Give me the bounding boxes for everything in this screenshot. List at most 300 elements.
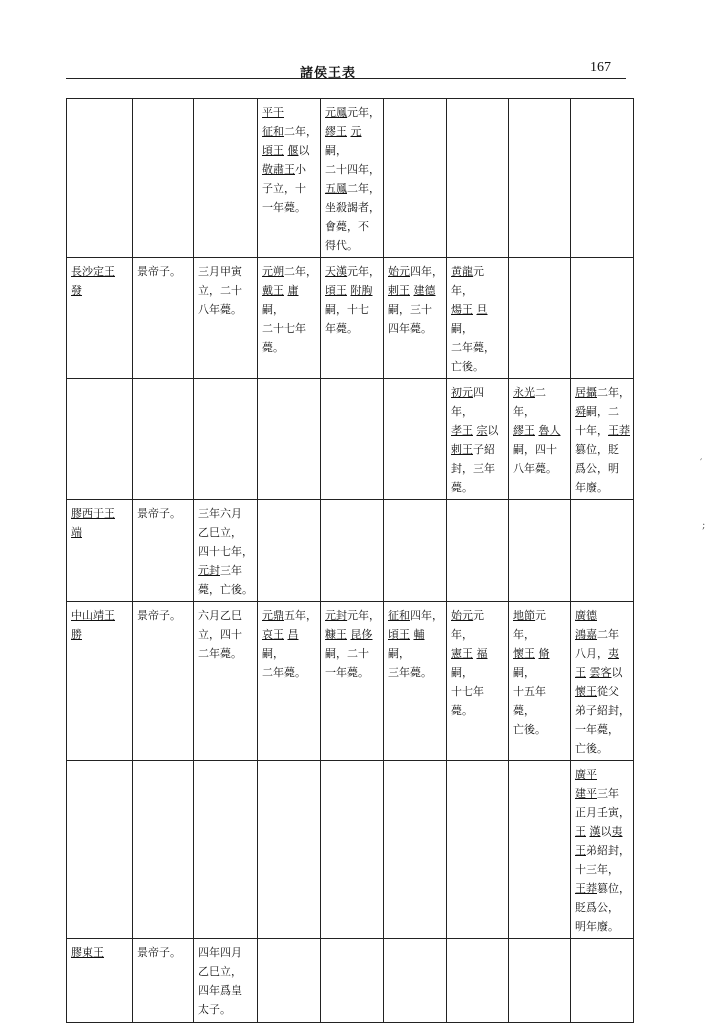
proper-name-text: 糠王 (325, 628, 347, 641)
cell-text: 嗣，十七 (325, 303, 369, 316)
cell-line (575, 803, 630, 822)
table-cell (133, 939, 194, 1023)
table-cell (321, 761, 384, 939)
proper-name-text: 元鳳 (325, 106, 347, 119)
cell-text: 嗣， (262, 303, 284, 316)
cell-text: 嗣，三十 (388, 303, 432, 316)
cell-text: 四年， (410, 265, 443, 278)
cell-line (137, 262, 190, 281)
cell-text: 元年， (451, 265, 484, 297)
proper-name-text: 懷王 (575, 685, 597, 698)
table-cell (447, 500, 509, 602)
cell-line (262, 338, 317, 357)
proper-name-text: 居攝 (575, 386, 597, 399)
cell-text: 嗣， (388, 647, 410, 660)
cell-text: 嗣，二十 (325, 647, 369, 660)
cell-text: 嗣， (325, 144, 347, 157)
cell-line (325, 103, 380, 122)
cell-text: 一年薨。 (325, 666, 369, 679)
proper-name-text: 庸 (287, 284, 299, 297)
cell-text: 二年 (597, 628, 619, 641)
proper-name-text: 中山靖王 (71, 609, 115, 622)
cell-line (262, 663, 317, 682)
cell-line (451, 300, 505, 338)
cell-text: 爲公，明 (575, 462, 619, 475)
cell-text: 四十七年， (198, 545, 253, 558)
table-cell (258, 500, 321, 602)
page-number: 167 (590, 60, 611, 75)
cell-line (575, 917, 630, 936)
cell-line (575, 682, 630, 701)
cell-line (575, 860, 630, 879)
table-cell (509, 99, 571, 258)
cell-line (513, 720, 567, 739)
proper-name-text: 頃王 (388, 628, 410, 641)
table-cell (194, 258, 258, 379)
cell-text: 嗣，二 (586, 405, 619, 418)
cell-text: 貶爲公， (575, 901, 619, 914)
table-cell (67, 761, 133, 939)
proper-name-text: 征和 (262, 125, 284, 138)
table-cell (447, 939, 509, 1023)
cell-line (325, 606, 380, 625)
proper-name-text: 始元 (388, 265, 410, 278)
cell-line (575, 440, 630, 459)
cell-line (513, 421, 567, 440)
cell-text: 景帝子。 (137, 946, 181, 959)
cell-line (325, 122, 380, 160)
cell-line (262, 606, 317, 625)
cell-line (325, 262, 380, 281)
cell-text: 嗣， (513, 666, 535, 679)
cell-line (575, 841, 630, 860)
cell-text: 亡後。 (451, 360, 484, 373)
cell-line (262, 262, 317, 281)
proper-name-text: 膠西于王 (71, 507, 115, 520)
cell-text: 二年， (347, 182, 380, 195)
cell-line (575, 478, 630, 497)
table-cell (447, 761, 509, 939)
cell-text: 嗣， (262, 647, 284, 660)
cell-line (198, 561, 254, 580)
proper-name-text: 元鼎 (262, 609, 284, 622)
table-cell (133, 379, 194, 500)
cell-text: 以 (298, 144, 310, 157)
proper-name-text: 元封 (198, 564, 220, 577)
cell-text: 薨。 (262, 341, 284, 354)
cell-line (513, 606, 567, 644)
cell-line (198, 1000, 254, 1019)
proper-name-text: 王 (575, 844, 586, 857)
table-cell (384, 99, 447, 258)
cell-line (198, 580, 254, 599)
cell-line (325, 644, 380, 663)
proper-name-text: 平干 (262, 106, 284, 119)
cell-text: 以 (611, 666, 623, 679)
proper-name-text: 始元 (451, 609, 473, 622)
table-cell (258, 939, 321, 1023)
cell-line (262, 141, 317, 160)
table-cell (571, 379, 634, 500)
cell-line (198, 606, 254, 625)
cell-text: 元年， (513, 609, 546, 641)
cell-line (388, 319, 443, 338)
table-cell (258, 602, 321, 761)
cell-line (71, 262, 129, 281)
cell-line (451, 383, 505, 421)
cell-line (262, 103, 317, 122)
proper-name-text: 懷王 (513, 647, 535, 660)
proper-name-text: 廣德 (575, 609, 597, 622)
cell-text: 亡後。 (575, 742, 608, 755)
table-row (67, 761, 634, 939)
table-row (67, 939, 634, 1023)
cell-line (198, 300, 254, 319)
cell-line (575, 720, 630, 739)
proper-name-text: 舜 (575, 405, 586, 418)
cell-line (513, 440, 567, 459)
cell-line (198, 625, 254, 644)
cell-text: 亡後。 (513, 723, 546, 736)
table-cell (571, 939, 634, 1023)
cell-line (137, 606, 190, 625)
cell-text: 以 (487, 424, 499, 437)
cell-line (451, 421, 505, 440)
cell-line (262, 179, 317, 198)
proper-name-text: 初元 (451, 386, 473, 399)
cell-text: 景帝子。 (137, 507, 181, 520)
cell-line (325, 663, 380, 682)
cell-text: 太子。 (198, 1003, 231, 1016)
cell-text: 年廢。 (575, 481, 608, 494)
cell-line (575, 383, 630, 402)
proper-name-text: 元 (350, 125, 362, 138)
cell-line (513, 459, 567, 478)
proper-name-text: 永光 (513, 386, 535, 399)
cell-text: 二年薨。 (198, 647, 242, 660)
table-cell (258, 258, 321, 379)
proper-name-text: 端 (71, 526, 82, 539)
proper-name-text: 偃 (287, 144, 299, 157)
proper-name-text: 宗 (476, 424, 488, 437)
cell-line (198, 542, 254, 561)
cell-text: 正月壬寅， (575, 806, 630, 819)
cell-line (451, 459, 505, 478)
cell-line (198, 281, 254, 300)
proper-name-text: 王 (575, 666, 586, 679)
cell-text: 立，二十 (198, 284, 242, 297)
table-cell (133, 500, 194, 602)
table-row (67, 602, 634, 761)
cell-line (388, 663, 443, 682)
cell-text: 二十七年 (262, 322, 306, 335)
cell-text: 二年， (597, 386, 630, 399)
cell-line (325, 281, 380, 300)
table-cell (384, 500, 447, 602)
cell-line (262, 160, 317, 179)
proper-name-text: 戴王 (262, 284, 284, 297)
proper-name-text: 漢 (589, 825, 601, 838)
cell-text: 嗣，四十 (513, 443, 557, 456)
table-cell (321, 500, 384, 602)
table-cell (67, 379, 133, 500)
cell-line (451, 440, 505, 459)
proper-name-text: 孝王 (451, 424, 473, 437)
table-cell (571, 761, 634, 939)
cell-line (262, 319, 317, 338)
cell-text: 篡位， (597, 882, 630, 895)
table-cell (133, 602, 194, 761)
cell-text: 二年， (284, 265, 317, 278)
proper-name-text: 天漢 (325, 265, 347, 278)
cell-line (575, 421, 630, 440)
cell-line (575, 701, 630, 720)
cell-text: 元年， (451, 609, 484, 641)
cell-text: 二年， (284, 125, 317, 138)
cell-text: 子紹 (473, 443, 495, 456)
cell-text: 弟紹封， (586, 844, 630, 857)
table-cell (321, 99, 384, 258)
proper-name-text: 脩 (538, 647, 550, 660)
cell-line (388, 300, 443, 319)
cell-line (198, 981, 254, 1000)
table-cell (384, 379, 447, 500)
cell-text: 八年薨。 (513, 462, 557, 475)
table-cell (133, 99, 194, 258)
table-cell (447, 258, 509, 379)
table-cell (194, 939, 258, 1023)
proper-name-text: 征和 (388, 609, 410, 622)
cell-text: 三年六月 (198, 507, 242, 520)
proper-name-text: 夷 (608, 647, 619, 660)
cell-line (71, 504, 129, 523)
cell-line (71, 943, 129, 962)
proper-name-text: 輔 (413, 628, 425, 641)
cell-text: 從父 (597, 685, 619, 698)
cell-line (575, 606, 630, 625)
cell-text: 薨。 (451, 481, 473, 494)
cell-line (137, 943, 190, 962)
table-cell (509, 761, 571, 939)
cell-line (198, 262, 254, 281)
cell-line (198, 943, 254, 962)
cell-line (513, 383, 567, 421)
cell-line (71, 625, 129, 644)
table-cell (194, 602, 258, 761)
proper-name-text: 哀王 (262, 628, 284, 641)
proper-name-text: 建平 (575, 787, 597, 800)
cell-line (575, 739, 630, 758)
cell-line (575, 879, 630, 898)
proper-name-text: 王 (575, 825, 586, 838)
kings-table (66, 98, 634, 1023)
cell-text: 三年 (220, 564, 242, 577)
proper-name-text: 剌王 (388, 284, 410, 297)
table-cell (321, 258, 384, 379)
header-rule (66, 78, 626, 79)
cell-text: 十年， (575, 424, 608, 437)
table-cell (571, 99, 634, 258)
table-cell (509, 258, 571, 379)
cell-text: 乙巳立， (198, 965, 242, 978)
table-cell (571, 602, 634, 761)
cell-text: 嗣， (451, 322, 473, 335)
cell-text: 四年， (451, 386, 484, 418)
table-cell (321, 939, 384, 1023)
proper-name-text: 夷 (611, 825, 623, 838)
cell-line (513, 682, 567, 720)
cell-line (262, 281, 317, 319)
proper-name-text: 剌王 (451, 443, 473, 456)
cell-text: 篡位，貶 (575, 443, 619, 456)
table-cell (67, 939, 133, 1023)
proper-name-text: 建德 (413, 284, 436, 297)
proper-name-text: 煬王 (451, 303, 473, 316)
proper-name-text: 鴻嘉 (575, 628, 597, 641)
cell-line (575, 625, 630, 644)
cell-line (575, 459, 630, 478)
proper-name-text: 繆王 (325, 125, 347, 138)
table-cell (509, 379, 571, 500)
proper-name-text: 元封 (325, 609, 347, 622)
table-cell (447, 379, 509, 500)
proper-name-text: 王莽 (575, 882, 597, 895)
cell-text: 薨，亡後。 (198, 583, 253, 596)
proper-name-text: 膠東王 (71, 946, 104, 959)
table-cell (384, 939, 447, 1023)
cell-line (198, 962, 254, 981)
cell-text: 明年廢。 (575, 920, 619, 933)
cell-line (325, 160, 380, 179)
proper-name-text: 昌 (287, 628, 299, 641)
proper-name-text: 魯人 (538, 424, 561, 437)
table-cell (194, 99, 258, 258)
proper-name-text: 敬肅王 (262, 163, 295, 176)
proper-name-text: 昆侈 (350, 628, 373, 641)
cell-line (198, 504, 254, 523)
cell-text: 三年薨。 (388, 666, 432, 679)
cell-line (513, 644, 567, 682)
cell-line (262, 198, 317, 217)
proper-name-text: 憲王 (451, 647, 473, 660)
cell-text: 以 (600, 825, 612, 838)
table-cell (509, 500, 571, 602)
cell-text: 坐殺謁者， (325, 201, 380, 214)
cell-line (325, 179, 380, 198)
cell-line (325, 217, 380, 236)
cell-text: 嗣， (451, 666, 473, 679)
margin-mark: ; (702, 520, 706, 531)
cell-line (388, 606, 443, 625)
cell-text: 六月乙巳 (198, 609, 242, 622)
cell-line (198, 644, 254, 663)
cell-text: 封，三年 (451, 462, 495, 475)
cell-line (451, 606, 505, 644)
table-cell (67, 602, 133, 761)
cell-text: 年薨。 (325, 322, 358, 335)
table-cell (571, 500, 634, 602)
cell-line (388, 625, 443, 663)
proper-name-text: 五鳳 (325, 182, 347, 195)
cell-line (451, 644, 505, 682)
cell-text: 四年， (410, 609, 443, 622)
cell-line (137, 504, 190, 523)
cell-line (388, 262, 443, 281)
cell-line (325, 625, 380, 644)
cell-text: 元年， (347, 609, 380, 622)
cell-text: 一年薨。 (262, 201, 306, 214)
cell-text: 三月甲寅 (198, 265, 242, 278)
cell-text: 元年， (347, 265, 380, 278)
proper-name-text: 勝 (71, 628, 82, 641)
cell-text: 三年 (597, 787, 619, 800)
proper-name-text: 頃王 (325, 284, 347, 297)
cell-line (262, 122, 317, 141)
cell-text: 八年薨。 (198, 303, 242, 316)
proper-name-text: 雲客 (589, 666, 612, 679)
cell-line (575, 663, 630, 682)
table-cell (194, 761, 258, 939)
table-cell (571, 258, 634, 379)
table-row (67, 258, 634, 379)
cell-line (575, 644, 630, 663)
table-cell (133, 761, 194, 939)
cell-line (71, 606, 129, 625)
table-cell (384, 602, 447, 761)
cell-line (262, 625, 317, 663)
proper-name-text: 福 (476, 647, 488, 660)
table-cell (67, 258, 133, 379)
cell-text: 景帝子。 (137, 609, 181, 622)
table-cell (67, 500, 133, 602)
cell-line (71, 523, 129, 542)
table-cell (133, 258, 194, 379)
cell-text: 四年薨。 (388, 322, 432, 335)
table-row (67, 379, 634, 500)
table-cell (194, 500, 258, 602)
proper-name-text: 頃王 (262, 144, 284, 157)
cell-text: 十七年薨。 (451, 685, 484, 717)
table-cell (258, 379, 321, 500)
cell-text: 弟子紹封， (575, 704, 630, 717)
proper-name-text: 繆王 (513, 424, 535, 437)
table-row (67, 500, 634, 602)
margin-mark: ′ (700, 458, 703, 469)
cell-line (388, 281, 443, 300)
cell-text: 五年， (284, 609, 317, 622)
table-cell (384, 258, 447, 379)
cell-text: 一年薨， (575, 723, 619, 736)
cell-text: 小 (295, 163, 306, 176)
cell-text: 得代。 (325, 239, 358, 252)
cell-line (451, 338, 505, 357)
cell-line (451, 478, 505, 497)
table-row (67, 99, 634, 258)
table-cell (258, 99, 321, 258)
cell-line (451, 682, 505, 720)
cell-text: 二十四年， (325, 163, 380, 176)
cell-line (451, 262, 505, 300)
cell-line (575, 898, 630, 917)
table-cell (509, 602, 571, 761)
proper-name-text: 附朐 (350, 284, 373, 297)
cell-text: 十三年， (575, 863, 619, 876)
cell-line (325, 236, 380, 255)
proper-name-text: 王莽 (608, 424, 630, 437)
cell-line (325, 319, 380, 338)
cell-text: 二年薨。 (262, 666, 306, 679)
table-cell (447, 602, 509, 761)
